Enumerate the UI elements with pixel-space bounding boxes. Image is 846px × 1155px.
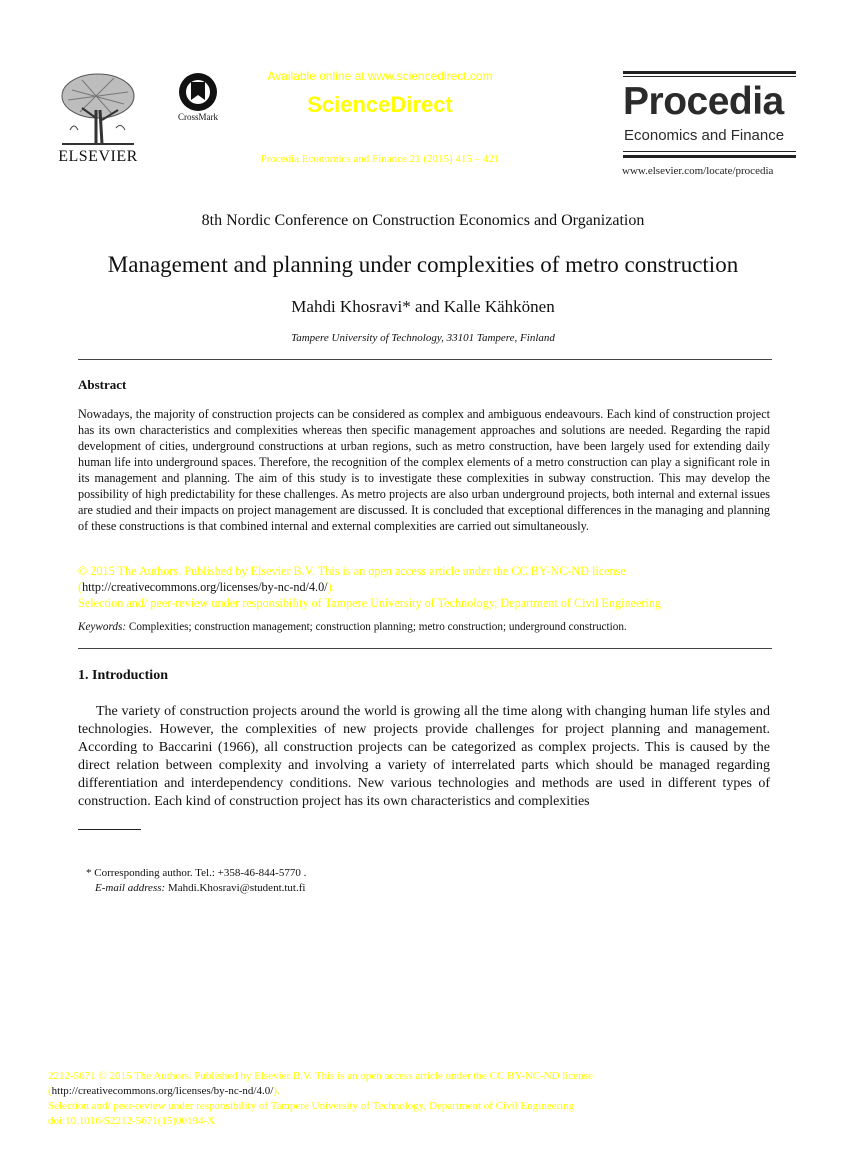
footer-license-url-link[interactable]: http://creativecommons.org/licenses/by-nc-nd/4.0/ (51, 1085, 274, 1097)
footer-copyright: 2212-5671 © 2015 The Authors. Published by Elsevier B.V. This is an open access article under the CC BY-NC-ND license (48, 1070, 593, 1082)
procedia-rule-bottom-thin (623, 151, 796, 152)
abstract-body: Nowadays, the majority of construction projects can be considered as complex and ambiguous endeavours. Each kind of construction project has its own characteristics and complexities whereas then specific management approaches and solutions are needed. Regarding the rapid development of cities, underground constructions at urban regions, such as metro construction, have been largely used for extending daily human life into underground spaces. Therefore, the recognition of the complex elements of a metro construction can play a significant role in its management and planning. The aim of this study is to investigate these complexities in subway construction. This may develop the possibility of high predictability for these challenges. As metro projects are also urban underground projects, both internal and external issues are studied and their impacts on project management are discussed. It is concluded that exceptional differences in the managing and planning of these constructions is that combined internal and external complexities are carried out simultaneously. (78, 407, 770, 533)
keywords-line (78, 621, 770, 633)
license-url-link[interactable]: http://creativecommons.org/licenses/by-nc-nd/4.0/ (82, 580, 328, 594)
paper-authors: Mahdi Khosravi* and Kalle Kähkönen (291, 297, 555, 316)
procedia-rule-top-thin (623, 76, 796, 77)
peer-review-statement: Selection and/ peer-review under responsibility of Tampere University of Technology, Department of Civil Engineering (78, 596, 661, 610)
procedia-title: Procedia (623, 80, 784, 123)
corresponding-author: * Corresponding author. Tel.: +358-46-844-5770 . (86, 867, 307, 879)
procedia-url-link[interactable]: www.elsevier.com/locate/procedia (622, 165, 774, 177)
footer-doi[interactable]: doi:10.1016/S2212-5671(15)00194-X (48, 1115, 216, 1127)
introduction-body: The variety of construction projects around the world is growing all the time along with changing human life styles and technologies. However, the complexities of new projects provide challenges for project planning and management. According to Baccarini (1966), all construction projects can be categorized as complex projects. This is caused by the direct relation between complexity and involving a variety of interrelated parts which should be managed regarding differentiation and interdependency conditions. New various technologies and methods are used in different types of construction. Each kind of construction project has its own characteristics and complexities (78, 704, 770, 809)
footer-paren-open: ( (48, 1085, 52, 1097)
email-address[interactable]: Mahdi.Khosravi@student.tut.fi (165, 882, 306, 894)
abstract-heading: Abstract (78, 377, 127, 392)
conference-name: 8th Nordic Conference on Construction Economics and Organization (201, 212, 645, 229)
procedia-rule-bottom-thick (623, 155, 796, 158)
journal-reference: Procedia Economics and Finance 21 (2015) 415 – 421 (260, 153, 500, 165)
procedia-rule-top-thick (623, 71, 796, 74)
author-affiliation: Tampere University of Technology, 33101 Tampere, Finland (291, 332, 555, 344)
sciencedirect-logo[interactable]: ScienceDirect (307, 92, 453, 117)
license-block (78, 563, 770, 611)
license-paren-open: ( (78, 580, 83, 594)
license-statement: © 2015 The Authors. Published by Elsevier B.V. This is an open access article under the CC BY-NC-ND license (78, 564, 626, 578)
divider-top (78, 359, 772, 360)
footnote-rule (78, 829, 141, 830)
email-label: E-mail address: (95, 882, 166, 894)
license-paren-close: ). (327, 580, 335, 594)
publisher-wordmark: ELSEVIER (58, 148, 138, 165)
footer-paren-close: ). (273, 1085, 280, 1097)
crossmark-label: CrossMark (178, 112, 218, 122)
divider-bottom (78, 648, 772, 649)
page-footer (48, 1069, 788, 1129)
available-online-link[interactable]: Available online at www.sciencedirect.com (267, 69, 493, 83)
procedia-subtitle: Economics and Finance (624, 127, 785, 144)
footer-peer-review: Selection and/ peer-review under responsibility of Tampere University of Technology, Department of Civil Engineering (48, 1100, 575, 1112)
author-email (95, 882, 305, 894)
introduction-heading: 1. Introduction (78, 668, 168, 683)
keywords-label: Keywords: (78, 621, 127, 633)
keywords-list: Complexities; construction management; construction planning; metro construction; underground construction. (126, 621, 627, 633)
paper-title: Management and planning under complexities of metro construction (107, 252, 739, 277)
